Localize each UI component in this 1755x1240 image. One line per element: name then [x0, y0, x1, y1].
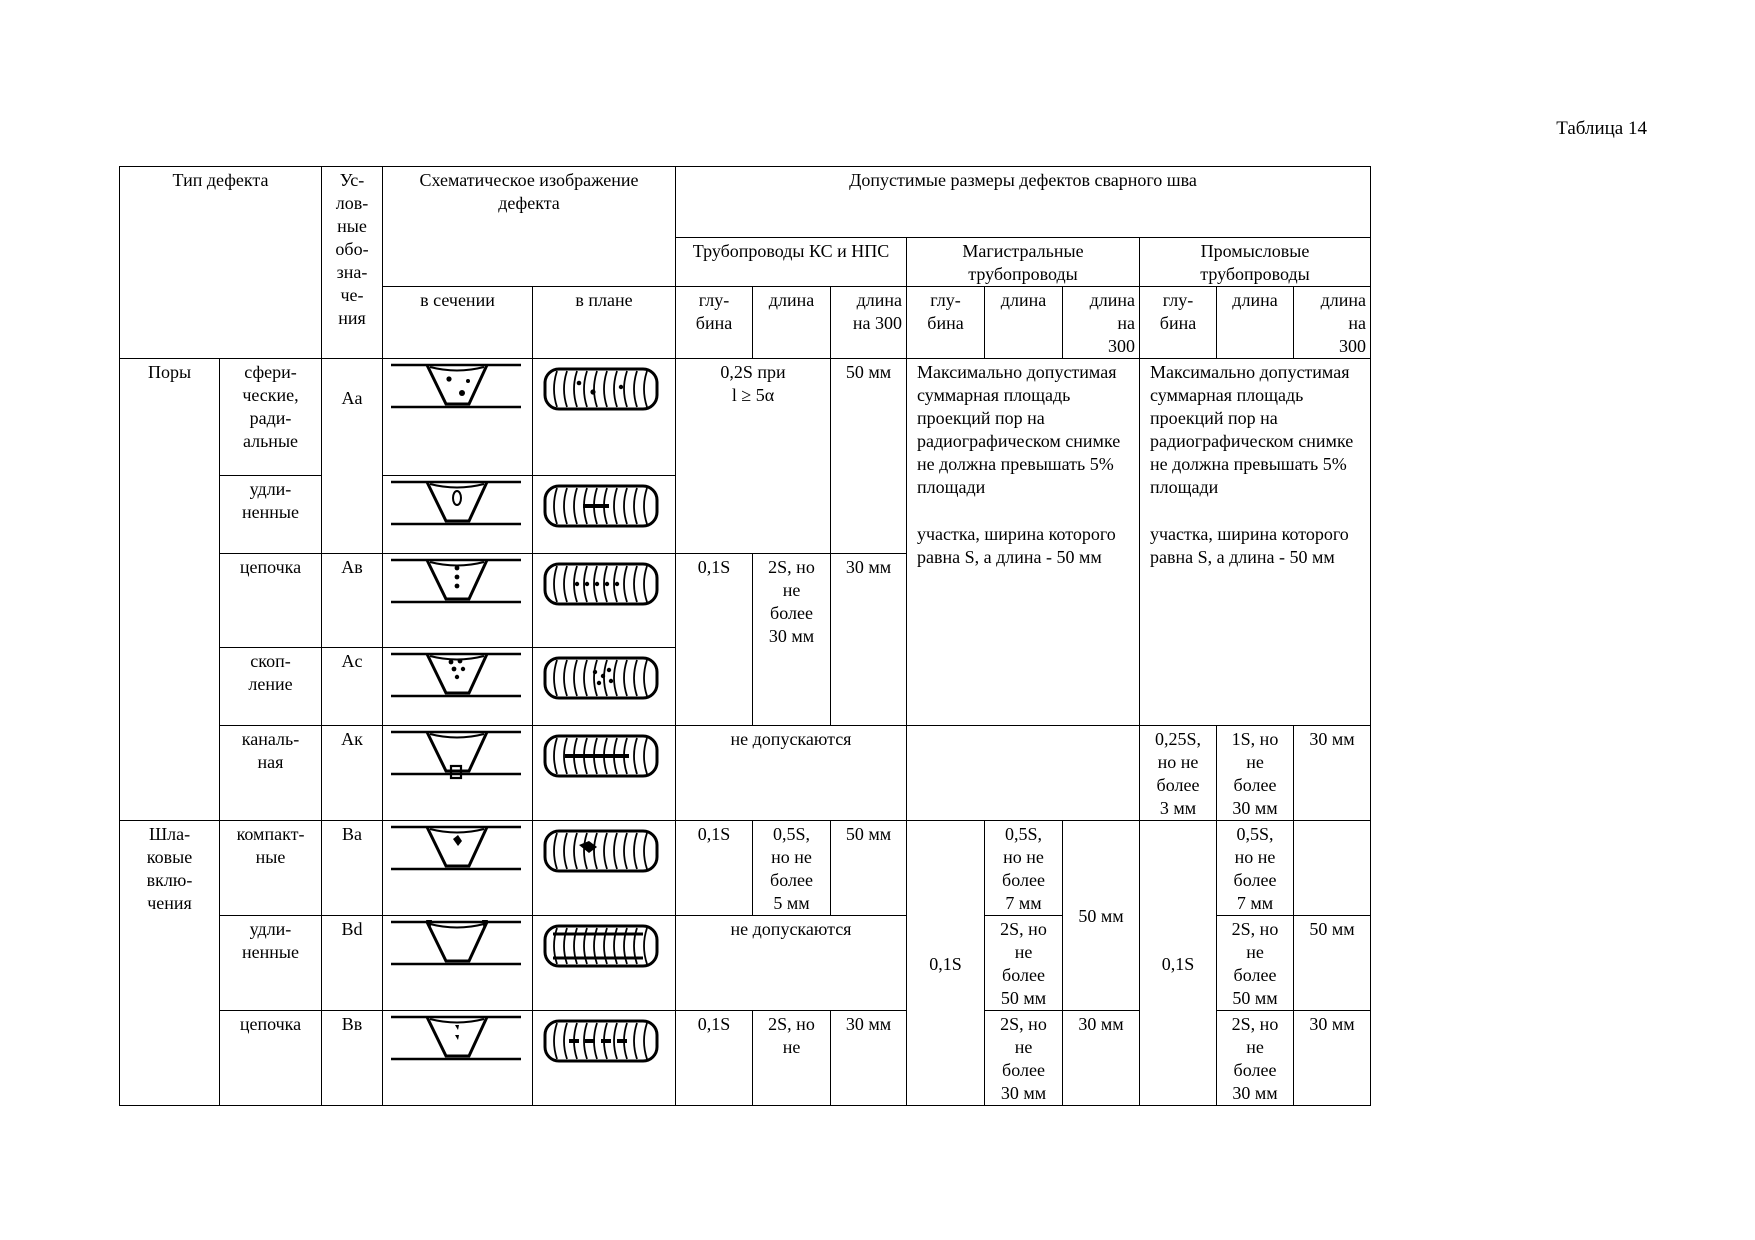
subtype-cluster: скоп- ление — [220, 648, 322, 726]
plan-sketch — [533, 359, 676, 476]
field-compact-length: 0,5S, но не более 7 мм — [1217, 821, 1294, 916]
section-sketch — [383, 726, 533, 821]
field-compact-length-300 — [1294, 821, 1371, 916]
main-slag-chain-length-300: 30 мм — [1063, 1011, 1140, 1106]
section-sketch — [383, 554, 533, 648]
ks-slag-elongated-not-allowed: не допускаются — [676, 916, 907, 1011]
header-allowed-sizes: Допустимые размеры дефектов сварного шва — [676, 167, 1371, 238]
plan-sketch — [533, 554, 676, 648]
header-group-ks: Трубопроводы КС и НПС — [676, 238, 907, 287]
subtype-elongated: удли- ненные — [220, 476, 322, 554]
plan-sketch — [533, 476, 676, 554]
main-slag-elongated-length: 2S, но не более 50 мм — [985, 916, 1063, 1011]
main-slag-depth: 0,1S — [907, 821, 985, 1106]
code-ba: Ba — [322, 821, 383, 916]
ks-pores-length-300: 50 мм — [831, 359, 907, 554]
row-group-pores: Поры — [120, 359, 220, 821]
main-compact-length: 0,5S, но не более 7 мм — [985, 821, 1063, 916]
field-slag-elongated-length: 2S, но не более 50 мм — [1217, 916, 1294, 1011]
ks-chain-length-300: 30 мм — [831, 554, 907, 726]
ks-chain-depth: 0,1S — [676, 554, 753, 726]
section-sketch — [383, 359, 533, 476]
ks-slag-chain-length: 2S, но не — [753, 1011, 831, 1106]
main-pores-max-area-part1: Максимально допустимая суммарная площадь проекций пор на радиографическом снимке не должна превышать 5% площади — [917, 362, 1121, 497]
plan-sketch — [533, 648, 676, 726]
header-group-field: Промысловые трубопроводы — [1140, 238, 1371, 287]
header-plan: в плане — [533, 287, 676, 359]
section-sketch — [383, 1011, 533, 1106]
ks-compact-length: 0,5S, но не более 5 мм — [753, 821, 831, 916]
subtype-slag-chain: цепочка — [220, 1011, 322, 1106]
section-sketch — [383, 648, 533, 726]
field-slag-chain-length: 2S, но не более 30 мм — [1217, 1011, 1294, 1106]
main-channel-cell — [907, 726, 1140, 821]
header-length-300: длина на 300 — [1063, 287, 1140, 359]
code-bd: Bd — [322, 916, 383, 1011]
subtype-channel: каналь- ная — [220, 726, 322, 821]
plan-sketch — [533, 726, 676, 821]
row-group-slag: Шла- ковые вклю- чения — [120, 821, 220, 1106]
header-length: длина — [1217, 287, 1294, 359]
header-length: длина — [753, 287, 831, 359]
main-pores-max-area — [907, 359, 1140, 726]
code-aa: Aa — [322, 359, 383, 554]
header-schematic: Схематическое изображение дефекта — [383, 167, 676, 287]
header-length-300: длина на 300 — [831, 287, 907, 359]
main-slag-chain-length: 2S, но не более 30 мм — [985, 1011, 1063, 1106]
field-pores-max-area-part1: Максимально допустимая суммарная площадь проекций пор на радиографическом снимке не должна превышать 5% площади — [1150, 362, 1354, 497]
header-group-main: Магистральные трубопроводы — [907, 238, 1140, 287]
plan-sketch — [533, 821, 676, 916]
defects-table — [119, 166, 1371, 1106]
main-slag-length-300: 50 мм — [1063, 821, 1140, 1011]
ks-slag-chain-length-300: 30 мм — [831, 1011, 907, 1106]
ks-slag-chain-depth: 0,1S — [676, 1011, 753, 1106]
subtype-spherical: сфери- ческие, ради- альные — [220, 359, 322, 476]
field-slag-elongated-length-300: 50 мм — [1294, 916, 1371, 1011]
code-ak: Aк — [322, 726, 383, 821]
section-sketch — [383, 476, 533, 554]
header-section: в сечении — [383, 287, 533, 359]
field-slag-depth: 0,1S — [1140, 821, 1217, 1106]
ks-pores-depth-length: 0,2S при l ≥ 5α — [676, 359, 831, 554]
header-depth: глу- бина — [1140, 287, 1217, 359]
ks-chain-length: 2S, но не более 30 мм — [753, 554, 831, 726]
ks-compact-length-300: 50 мм — [831, 821, 907, 916]
header-length: длина — [985, 287, 1063, 359]
field-pores-max-area-part2: участка, ширина которого равна S, а длина - 50 мм — [1150, 524, 1349, 567]
header-depth: глу- бина — [907, 287, 985, 359]
plan-sketch — [533, 916, 676, 1011]
plan-sketch — [533, 1011, 676, 1106]
field-slag-chain-length-300: 30 мм — [1294, 1011, 1371, 1106]
subtype-chain: цепочка — [220, 554, 322, 648]
field-channel-length-300: 30 мм — [1294, 726, 1371, 821]
header-defect-type: Тип дефекта — [120, 167, 322, 359]
header-designation: Ус- лов- ные обо- зна- че- ния — [322, 167, 383, 359]
code-ac: Ac — [322, 648, 383, 726]
ks-compact-depth: 0,1S — [676, 821, 753, 916]
code-bb: Bв — [322, 1011, 383, 1106]
field-pores-max-area — [1140, 359, 1371, 726]
header-length-300: длина на 300 — [1294, 287, 1371, 359]
main-pores-max-area-part2: участка, ширина которого равна S, а длина - 50 мм — [917, 524, 1116, 567]
header-depth: глу- бина — [676, 287, 753, 359]
subtype-compact: компакт- ные — [220, 821, 322, 916]
subtype-slag-elongated: удли- ненные — [220, 916, 322, 1011]
section-sketch — [383, 916, 533, 1011]
field-channel-depth: 0,25S, но не более 3 мм — [1140, 726, 1217, 821]
section-sketch — [383, 821, 533, 916]
field-channel-length: 1S, но не более 30 мм — [1217, 726, 1294, 821]
table-caption: Таблица 14 — [1556, 118, 1647, 139]
code-ab: Aв — [322, 554, 383, 648]
ks-channel-not-allowed: не допускаются — [676, 726, 907, 821]
